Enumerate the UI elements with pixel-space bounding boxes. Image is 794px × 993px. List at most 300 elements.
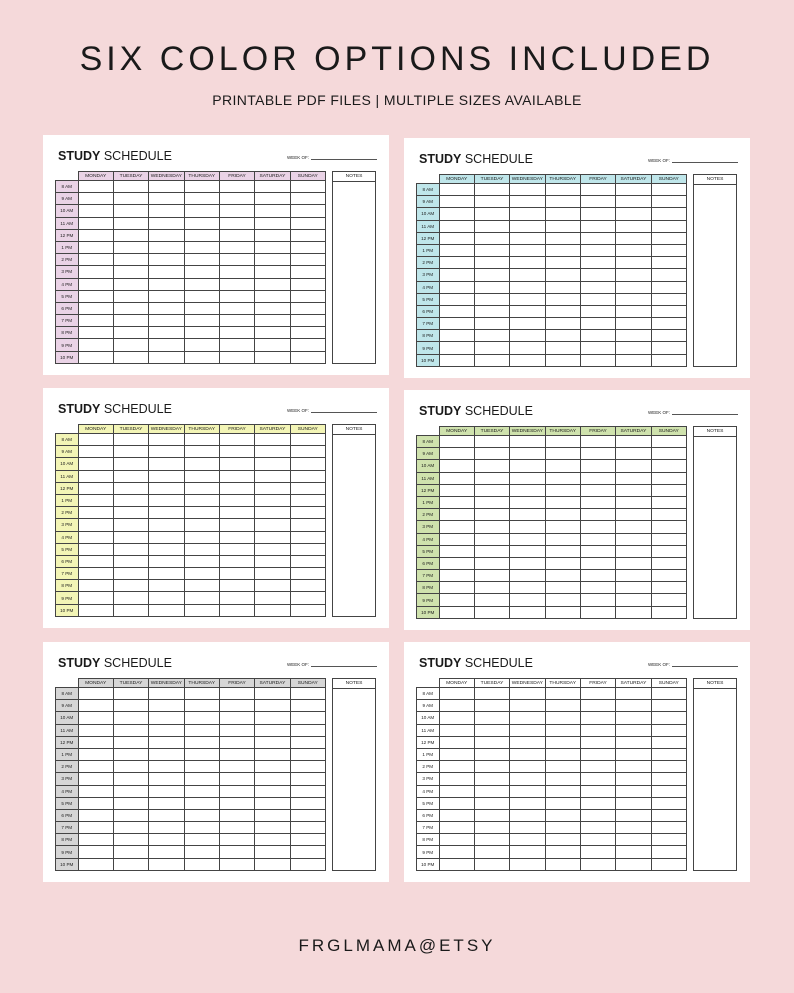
week-of-line bbox=[672, 162, 738, 163]
schedule-cell bbox=[184, 290, 219, 302]
schedule-cell bbox=[149, 434, 184, 446]
time-row bbox=[417, 533, 687, 545]
schedule-cell bbox=[510, 448, 545, 460]
time-row bbox=[56, 688, 326, 700]
schedule-cell bbox=[616, 436, 651, 448]
schedule-cell bbox=[219, 724, 254, 736]
schedule-cell bbox=[474, 281, 509, 293]
schedule-title-bold: STUDY bbox=[58, 656, 101, 670]
schedule-cell bbox=[545, 330, 580, 342]
schedule-cell bbox=[474, 269, 509, 281]
schedule-cell bbox=[545, 448, 580, 460]
schedule-cell bbox=[545, 257, 580, 269]
schedule-cell bbox=[580, 858, 615, 870]
schedule-cell bbox=[580, 472, 615, 484]
schedule-cell bbox=[439, 712, 474, 724]
schedule-cell bbox=[580, 269, 615, 281]
day-header: WEDNESDAY bbox=[510, 427, 545, 436]
schedule-cell bbox=[651, 700, 686, 712]
time-row bbox=[417, 257, 687, 269]
schedule-cell bbox=[113, 254, 148, 266]
notes-header: NOTES bbox=[333, 679, 375, 689]
schedule-cell bbox=[219, 266, 254, 278]
schedule-cell bbox=[290, 205, 325, 217]
time-row bbox=[417, 557, 687, 569]
schedule-cell bbox=[184, 785, 219, 797]
schedule-cell bbox=[219, 822, 254, 834]
time-label: 10 PM bbox=[417, 858, 440, 870]
schedule-cell bbox=[616, 232, 651, 244]
time-label: 8 PM bbox=[417, 834, 440, 846]
schedule-cell bbox=[78, 327, 113, 339]
schedule-cell bbox=[255, 736, 290, 748]
schedule-cell bbox=[580, 318, 615, 330]
schedule-cell bbox=[545, 846, 580, 858]
schedule-cell bbox=[149, 688, 184, 700]
schedule-cell bbox=[474, 712, 509, 724]
time-row bbox=[56, 266, 326, 278]
schedule-cell bbox=[580, 773, 615, 785]
schedule-cell bbox=[474, 305, 509, 317]
schedule-cell bbox=[545, 700, 580, 712]
schedule-cell bbox=[474, 330, 509, 342]
schedule-cell bbox=[113, 278, 148, 290]
schedule-cell bbox=[149, 785, 184, 797]
time-row bbox=[417, 724, 687, 736]
schedule-cell bbox=[474, 809, 509, 821]
schedule-cell bbox=[219, 507, 254, 519]
schedule-cell bbox=[255, 822, 290, 834]
schedule-cell bbox=[219, 712, 254, 724]
schedule-cell bbox=[219, 217, 254, 229]
schedule-cell bbox=[474, 594, 509, 606]
schedule-cell bbox=[113, 858, 148, 870]
schedule-cell bbox=[474, 822, 509, 834]
time-row bbox=[56, 254, 326, 266]
schedule-cell bbox=[616, 293, 651, 305]
schedule-grid bbox=[416, 426, 687, 619]
day-header: THURSDAY bbox=[545, 175, 580, 184]
schedule-cell bbox=[651, 281, 686, 293]
schedule-cell bbox=[651, 496, 686, 508]
schedule-cell bbox=[113, 773, 148, 785]
schedule-cell bbox=[580, 700, 615, 712]
schedule-cell bbox=[113, 568, 148, 580]
time-label: 4 PM bbox=[417, 281, 440, 293]
grid-corner bbox=[56, 172, 79, 181]
schedule-cell bbox=[580, 582, 615, 594]
schedule-cell bbox=[651, 822, 686, 834]
time-label: 10 AM bbox=[417, 208, 440, 220]
schedule-cell bbox=[113, 290, 148, 302]
schedule-cell bbox=[510, 484, 545, 496]
time-label: 12 PM bbox=[417, 232, 440, 244]
schedule-cell bbox=[78, 229, 113, 241]
notes-header: NOTES bbox=[333, 425, 375, 435]
schedule-cell bbox=[545, 244, 580, 256]
schedule-cell bbox=[290, 327, 325, 339]
time-label: 9 PM bbox=[56, 592, 79, 604]
schedule-cell bbox=[651, 460, 686, 472]
schedule-cell bbox=[439, 354, 474, 366]
schedule-cell bbox=[290, 834, 325, 846]
schedule-cell bbox=[78, 592, 113, 604]
schedule-cell bbox=[474, 460, 509, 472]
schedule-cell bbox=[255, 241, 290, 253]
time-label: 6 PM bbox=[56, 555, 79, 567]
schedule-cell bbox=[255, 302, 290, 314]
time-label: 10 PM bbox=[56, 858, 79, 870]
schedule-cell bbox=[78, 797, 113, 809]
time-label: 11 AM bbox=[56, 217, 79, 229]
schedule-cell bbox=[616, 688, 651, 700]
schedule-cell bbox=[545, 460, 580, 472]
schedule-cell bbox=[580, 281, 615, 293]
schedule-cell bbox=[184, 494, 219, 506]
schedule-cell bbox=[616, 184, 651, 196]
time-label: 9 AM bbox=[417, 196, 440, 208]
time-row bbox=[56, 531, 326, 543]
schedule-cell bbox=[184, 580, 219, 592]
schedule-cell bbox=[113, 266, 148, 278]
schedule-cell bbox=[255, 700, 290, 712]
schedule-cell bbox=[439, 545, 474, 557]
schedule-cell bbox=[184, 266, 219, 278]
schedule-cell bbox=[545, 436, 580, 448]
schedule-cell bbox=[184, 748, 219, 760]
schedule-title-bold: STUDY bbox=[419, 404, 462, 418]
schedule-cell bbox=[113, 604, 148, 616]
schedule-cell bbox=[545, 570, 580, 582]
schedule-cell bbox=[184, 434, 219, 446]
schedule-cell bbox=[616, 509, 651, 521]
time-label: 8 PM bbox=[417, 582, 440, 594]
schedule-cell bbox=[184, 458, 219, 470]
time-label: 6 PM bbox=[417, 809, 440, 821]
schedule-cell bbox=[510, 521, 545, 533]
schedule-cell bbox=[651, 785, 686, 797]
schedule-cell bbox=[78, 315, 113, 327]
schedule-cell bbox=[149, 507, 184, 519]
time-label: 12 PM bbox=[417, 736, 440, 748]
schedule-cell bbox=[255, 531, 290, 543]
schedule-cell bbox=[78, 688, 113, 700]
time-row bbox=[417, 354, 687, 366]
time-row bbox=[56, 327, 326, 339]
schedule-cell bbox=[149, 458, 184, 470]
schedule-cell bbox=[510, 293, 545, 305]
time-label: 7 PM bbox=[417, 318, 440, 330]
schedule-cell bbox=[290, 748, 325, 760]
schedule-cell bbox=[616, 460, 651, 472]
schedule-cell bbox=[78, 217, 113, 229]
time-label: 4 PM bbox=[417, 533, 440, 545]
schedule-cell bbox=[545, 293, 580, 305]
schedule-cell bbox=[113, 229, 148, 241]
grid-corner bbox=[56, 679, 79, 688]
schedule-cell bbox=[78, 604, 113, 616]
schedule-cell bbox=[78, 568, 113, 580]
schedule-cell bbox=[78, 254, 113, 266]
day-header: SATURDAY bbox=[616, 679, 651, 688]
schedule-cell bbox=[255, 555, 290, 567]
schedule-cell bbox=[290, 241, 325, 253]
schedule-cell bbox=[616, 196, 651, 208]
time-label: 3 PM bbox=[417, 269, 440, 281]
schedule-cell bbox=[510, 496, 545, 508]
schedule-cell bbox=[616, 700, 651, 712]
schedule-cell bbox=[616, 809, 651, 821]
time-row bbox=[417, 448, 687, 460]
schedule-cell bbox=[651, 436, 686, 448]
time-label: 11 AM bbox=[417, 220, 440, 232]
schedule-cell bbox=[580, 244, 615, 256]
schedule-cell bbox=[184, 339, 219, 351]
schedule-cell bbox=[255, 580, 290, 592]
schedule-cell bbox=[184, 568, 219, 580]
time-label: 2 PM bbox=[417, 509, 440, 521]
schedule-cell bbox=[616, 736, 651, 748]
schedule-cell bbox=[510, 700, 545, 712]
time-label: 8 AM bbox=[417, 184, 440, 196]
schedule-cell bbox=[184, 254, 219, 266]
schedule-cell bbox=[184, 712, 219, 724]
schedule-cell bbox=[651, 761, 686, 773]
schedule-cell bbox=[290, 434, 325, 446]
time-row bbox=[417, 809, 687, 821]
schedule-cell bbox=[149, 339, 184, 351]
schedule-cell bbox=[545, 594, 580, 606]
schedule-cell bbox=[113, 700, 148, 712]
schedule-cell bbox=[184, 761, 219, 773]
schedule-cell bbox=[149, 470, 184, 482]
schedule-cell bbox=[545, 712, 580, 724]
schedule-cell bbox=[510, 797, 545, 809]
schedule-cell bbox=[510, 606, 545, 618]
schedule-cell bbox=[290, 446, 325, 458]
schedule-cell bbox=[255, 217, 290, 229]
schedule-cell bbox=[184, 229, 219, 241]
schedule-cell bbox=[439, 318, 474, 330]
schedule-cell bbox=[580, 342, 615, 354]
schedule-cell bbox=[510, 785, 545, 797]
day-header: FRIDAY bbox=[219, 679, 254, 688]
schedule-cell bbox=[78, 278, 113, 290]
schedule-cell bbox=[439, 570, 474, 582]
schedule-cell bbox=[290, 580, 325, 592]
schedule-cell bbox=[255, 494, 290, 506]
schedule-cell bbox=[580, 220, 615, 232]
time-row bbox=[417, 858, 687, 870]
schedule-cell bbox=[474, 858, 509, 870]
schedule-cell bbox=[651, 509, 686, 521]
time-row bbox=[56, 446, 326, 458]
time-label: 12 PM bbox=[56, 482, 79, 494]
week-of-label bbox=[287, 408, 377, 413]
time-label: 1 PM bbox=[56, 241, 79, 253]
schedule-cell bbox=[439, 196, 474, 208]
time-row bbox=[56, 748, 326, 760]
schedule-grid bbox=[55, 678, 326, 871]
time-label: 9 AM bbox=[56, 700, 79, 712]
time-label: 8 PM bbox=[56, 834, 79, 846]
notes-box bbox=[693, 678, 737, 871]
time-label: 10 PM bbox=[417, 606, 440, 618]
schedule-cell bbox=[255, 724, 290, 736]
schedule-cell bbox=[439, 761, 474, 773]
schedule-cell bbox=[149, 315, 184, 327]
schedule-cell bbox=[290, 761, 325, 773]
schedule-cell bbox=[439, 533, 474, 545]
schedule-cell bbox=[290, 688, 325, 700]
schedule-cell bbox=[545, 521, 580, 533]
schedule-cell bbox=[439, 269, 474, 281]
schedule-cell bbox=[290, 494, 325, 506]
schedule-cell bbox=[510, 809, 545, 821]
schedule-cell bbox=[149, 700, 184, 712]
time-row bbox=[56, 555, 326, 567]
schedule-cell bbox=[474, 472, 509, 484]
schedule-cell bbox=[616, 570, 651, 582]
time-label: 5 PM bbox=[417, 797, 440, 809]
schedule-cell bbox=[290, 181, 325, 193]
time-row bbox=[56, 846, 326, 858]
time-label: 10 AM bbox=[56, 712, 79, 724]
schedule-cell bbox=[184, 470, 219, 482]
time-row bbox=[56, 568, 326, 580]
schedule-cell bbox=[474, 220, 509, 232]
day-header: MONDAY bbox=[78, 679, 113, 688]
schedule-cell bbox=[255, 858, 290, 870]
schedule-cell bbox=[290, 568, 325, 580]
schedule-cell bbox=[219, 834, 254, 846]
schedule-cell bbox=[78, 458, 113, 470]
schedule-cell bbox=[255, 181, 290, 193]
day-header: FRIDAY bbox=[219, 425, 254, 434]
schedule-cell bbox=[510, 545, 545, 557]
schedule-cell bbox=[219, 580, 254, 592]
schedule-title-rest: SCHEDULE bbox=[100, 656, 172, 670]
time-row bbox=[56, 712, 326, 724]
schedule-cell bbox=[439, 509, 474, 521]
day-header: TUESDAY bbox=[113, 172, 148, 181]
day-header: SUNDAY bbox=[651, 427, 686, 436]
schedule-cell bbox=[651, 208, 686, 220]
time-label: 12 PM bbox=[56, 229, 79, 241]
schedule-cell bbox=[474, 318, 509, 330]
schedule-cell bbox=[439, 484, 474, 496]
time-row bbox=[56, 858, 326, 870]
time-row bbox=[417, 330, 687, 342]
schedule-cell bbox=[78, 724, 113, 736]
schedule-cell bbox=[149, 592, 184, 604]
schedule-cell bbox=[113, 834, 148, 846]
day-header: SUNDAY bbox=[651, 175, 686, 184]
schedule-cell bbox=[616, 785, 651, 797]
schedule-cell bbox=[439, 594, 474, 606]
schedule-cell bbox=[545, 688, 580, 700]
schedule-cell bbox=[474, 496, 509, 508]
time-row bbox=[417, 509, 687, 521]
schedule-cell bbox=[510, 509, 545, 521]
schedule-cell bbox=[290, 278, 325, 290]
day-header: SATURDAY bbox=[616, 427, 651, 436]
time-label: 6 PM bbox=[417, 557, 440, 569]
schedule-cell bbox=[255, 797, 290, 809]
day-header: MONDAY bbox=[78, 425, 113, 434]
schedule-cell bbox=[474, 436, 509, 448]
schedule-cell bbox=[78, 846, 113, 858]
schedule-cell bbox=[474, 184, 509, 196]
schedule-card-yellow bbox=[43, 388, 389, 628]
schedule-cell bbox=[184, 482, 219, 494]
schedule-cell bbox=[149, 555, 184, 567]
schedule-cell bbox=[78, 241, 113, 253]
schedule-cell bbox=[149, 797, 184, 809]
schedule-cell bbox=[651, 712, 686, 724]
schedule-cell bbox=[616, 484, 651, 496]
schedule-cell bbox=[545, 545, 580, 557]
schedule-cell bbox=[255, 339, 290, 351]
time-row bbox=[56, 193, 326, 205]
time-label: 3 PM bbox=[417, 773, 440, 785]
schedule-cell bbox=[616, 496, 651, 508]
schedule-cell bbox=[474, 484, 509, 496]
schedule-cell bbox=[184, 241, 219, 253]
schedule-cell bbox=[149, 748, 184, 760]
schedule-cell bbox=[510, 460, 545, 472]
time-row bbox=[417, 184, 687, 196]
grid-corner bbox=[417, 175, 440, 184]
time-row bbox=[56, 724, 326, 736]
schedule-cell bbox=[219, 809, 254, 821]
schedule-cell bbox=[149, 278, 184, 290]
day-header: FRIDAY bbox=[219, 172, 254, 181]
schedule-cell bbox=[616, 208, 651, 220]
time-row bbox=[417, 232, 687, 244]
day-header: SATURDAY bbox=[255, 172, 290, 181]
schedule-cell bbox=[290, 712, 325, 724]
schedule-cell bbox=[113, 315, 148, 327]
schedule-cell bbox=[510, 354, 545, 366]
schedule-cell bbox=[219, 229, 254, 241]
schedule-cell bbox=[219, 278, 254, 290]
schedule-cell bbox=[219, 604, 254, 616]
schedule-cell bbox=[255, 846, 290, 858]
schedule-title-rest: SCHEDULE bbox=[461, 656, 533, 670]
time-row bbox=[417, 220, 687, 232]
time-row bbox=[417, 688, 687, 700]
schedule-cell bbox=[290, 290, 325, 302]
time-row bbox=[417, 570, 687, 582]
schedule-cell bbox=[255, 592, 290, 604]
schedule-cell bbox=[255, 773, 290, 785]
schedule-cell bbox=[510, 196, 545, 208]
schedule-cell bbox=[184, 531, 219, 543]
schedule-cell bbox=[651, 570, 686, 582]
schedule-cell bbox=[616, 773, 651, 785]
schedule-cell bbox=[255, 568, 290, 580]
schedule-cell bbox=[149, 604, 184, 616]
schedule-cell bbox=[290, 700, 325, 712]
schedule-cell bbox=[510, 736, 545, 748]
schedule-cell bbox=[219, 773, 254, 785]
schedule-cell bbox=[113, 482, 148, 494]
schedule-cell bbox=[580, 533, 615, 545]
schedule-cell bbox=[545, 724, 580, 736]
time-row bbox=[417, 269, 687, 281]
schedule-cell bbox=[439, 822, 474, 834]
